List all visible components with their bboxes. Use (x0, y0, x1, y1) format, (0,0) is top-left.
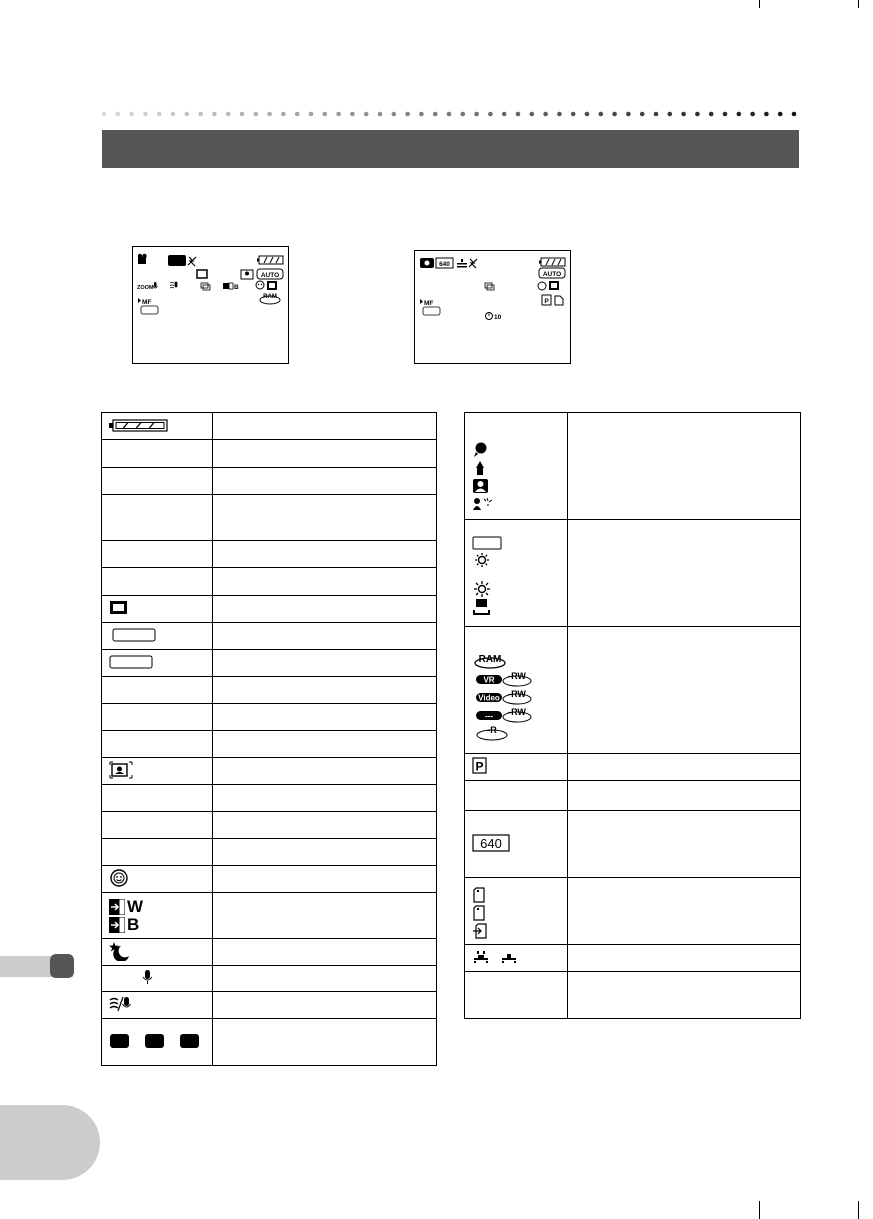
flash-off-icon (188, 257, 196, 266)
dotted-rule (100, 108, 800, 120)
still-camera-icon (420, 258, 434, 268)
photo-mode-screen (414, 250, 571, 364)
crop-mark-top-center (759, 0, 760, 8)
video-camera-icon (138, 254, 147, 264)
table-row (465, 811, 801, 878)
scene-low-light-icon (472, 495, 567, 513)
resolution-label: 640 (439, 261, 450, 268)
rule-dot (516, 112, 521, 117)
table-row (465, 781, 801, 811)
stabilizer-icon (201, 283, 210, 290)
recording-mode-icons (109, 1033, 201, 1049)
table-row (465, 627, 801, 754)
rule-dot (792, 112, 797, 117)
wide-mode-icon (109, 600, 129, 616)
rule-dot (226, 112, 231, 117)
table-row (102, 966, 437, 992)
rule-dot (309, 112, 314, 117)
table-row (102, 413, 437, 440)
white-balance-b-icon (109, 916, 212, 934)
scene-portrait-icon (549, 281, 559, 290)
section-heading-bar (102, 130, 799, 168)
rule-dot (240, 112, 245, 117)
white-balance-b-label: B (127, 914, 140, 934)
table-row (102, 839, 437, 866)
rule-dot (626, 112, 631, 117)
resolution-badge (472, 833, 512, 853)
rule-dot (323, 112, 328, 117)
disc-video-label: Video (478, 693, 500, 703)
disc-r-label: -R (487, 725, 497, 735)
table-row (465, 520, 801, 627)
rounded-box-icon (109, 654, 157, 670)
program-label: P (544, 298, 549, 305)
rule-dot (157, 112, 162, 117)
rule-dot (557, 112, 562, 117)
recording-mode-box (168, 255, 186, 266)
table-row (102, 731, 437, 758)
disc-rw-label: -RW (508, 707, 526, 717)
svg-text:RAM: RAM (263, 294, 277, 300)
quality-icon (457, 259, 467, 268)
rule-dot (116, 112, 121, 117)
disc-dash-label: --- (485, 711, 493, 721)
rule-dot (723, 112, 728, 117)
table-row (102, 623, 437, 650)
battery-icon (109, 417, 169, 433)
rule-dot (198, 112, 203, 117)
ram-disc-icon (260, 294, 280, 304)
rule-dot (336, 112, 341, 117)
wide-mode-icon (197, 270, 207, 278)
section-tab-marker (50, 954, 74, 978)
self-timer-icon (486, 313, 493, 320)
focus-box (141, 306, 158, 314)
disc-r-icon (472, 724, 567, 742)
table-row (102, 758, 437, 785)
table-row (102, 495, 437, 541)
focus-box (423, 307, 440, 315)
table-row (102, 893, 437, 939)
white-balance-b-icon (223, 283, 239, 291)
rule-dot (392, 112, 397, 117)
table-row (102, 1019, 437, 1066)
mic-icon (153, 282, 158, 288)
scene-sports-icon (472, 441, 567, 459)
rule-dot (143, 112, 148, 117)
mic-icon (109, 969, 159, 985)
left-indicator-table (101, 412, 437, 1066)
crop-mark-bottom-center (759, 1201, 760, 1219)
rule-dot (488, 112, 493, 117)
table-row (102, 650, 437, 677)
rule-dot (709, 112, 714, 117)
rule-dot (502, 112, 507, 117)
right-indicator-table (464, 412, 801, 1019)
rule-dot (543, 112, 548, 117)
white-balance-w-icon (109, 898, 212, 916)
auto-label: AUTO (260, 272, 280, 279)
rule-dot (681, 112, 686, 117)
quality-icons (472, 950, 532, 964)
program-label: P (475, 759, 484, 773)
disc-vr-label: VR (483, 675, 495, 685)
table-row (102, 596, 437, 623)
table-row (102, 440, 437, 468)
table-row (465, 945, 801, 972)
indoor-light-icon (472, 552, 567, 570)
battery-icon (539, 258, 565, 266)
rule-dot (612, 112, 617, 117)
rule-dot (378, 112, 383, 117)
rule-dot (461, 112, 466, 117)
scene-portrait-icon (267, 281, 277, 290)
table-row (102, 812, 437, 839)
scene-spotlight-icon (472, 459, 567, 477)
face-icon (256, 281, 264, 289)
svg-text:B: B (234, 284, 239, 291)
table-row (102, 785, 437, 812)
rule-dot (750, 112, 755, 117)
rule-dot (599, 112, 604, 117)
table-row (102, 992, 437, 1019)
night-mode-icon (161, 282, 168, 290)
rule-dot (474, 112, 479, 117)
disc-blank-rw-icon (472, 706, 567, 724)
table-row (102, 939, 437, 966)
table-row (102, 568, 437, 596)
rule-dot (668, 112, 673, 117)
rule-dot (281, 112, 286, 117)
rule-dot (585, 112, 590, 117)
white-set-icon (472, 598, 567, 616)
table-row (465, 413, 801, 520)
mf-label: MF (142, 299, 152, 306)
rule-dot (185, 112, 190, 117)
card-write-icon (472, 922, 567, 940)
table-row (465, 878, 801, 945)
page-corner-tab (0, 1105, 100, 1180)
video-mode-screen (132, 246, 289, 364)
rule-dot (764, 112, 769, 117)
disc-ram-icon (472, 652, 567, 670)
rule-dot (530, 112, 535, 117)
scene-portrait-icon (472, 477, 567, 495)
disc-vr-rw-icon (472, 670, 567, 688)
rule-dot (433, 112, 438, 117)
face-frame-icon (109, 761, 133, 779)
table-row (102, 866, 437, 893)
rule-dot (171, 112, 176, 117)
auto-label: AUTO (542, 271, 562, 278)
rule-dot (267, 112, 272, 117)
play-triangle-icon (420, 299, 423, 304)
self-timer-label: 10 (494, 314, 502, 321)
rule-dot (364, 112, 369, 117)
rounded-box-icon (109, 627, 157, 643)
night-mode-icon (109, 941, 131, 961)
card-icon (555, 296, 563, 305)
disc-ram-label: RAM (478, 654, 502, 665)
table-row (102, 677, 437, 704)
table-row (102, 541, 437, 568)
battery-cell (102, 413, 213, 440)
rule-dot (102, 112, 107, 117)
card-icon (472, 904, 567, 922)
rule-dot (212, 112, 217, 117)
program-icon (472, 757, 488, 775)
mf-label: MF (424, 300, 434, 307)
zoom-mic-label: ZOOM (137, 285, 154, 291)
table-row (102, 468, 437, 495)
flash-off-icon (469, 259, 477, 268)
face-frame-icon (241, 270, 253, 279)
rule-dot (350, 112, 355, 117)
wind-cut-icon (109, 995, 133, 1013)
wind-cut-icon (170, 282, 177, 288)
rule-dot (778, 112, 783, 117)
table-row (102, 704, 437, 731)
disc-rw-label: -RW (508, 671, 526, 681)
rule-dot (447, 112, 452, 117)
rule-dot (129, 112, 134, 117)
sunny-icon (472, 580, 567, 598)
awb-box-icon (472, 534, 567, 552)
disc-rw-label: -RW (508, 689, 526, 699)
smile-face-icon (109, 868, 131, 888)
rule-dot (640, 112, 645, 117)
disc-video-rw-icon (472, 688, 567, 706)
battery-icon (257, 256, 283, 264)
play-triangle-icon (138, 298, 141, 303)
rule-dot (419, 112, 424, 117)
resolution-label: 640 (480, 835, 502, 851)
crop-mark-bottom-right (858, 1201, 859, 1219)
rule-dot (571, 112, 576, 117)
rule-dot (695, 112, 700, 117)
card-icon (472, 886, 567, 904)
stabilizer-icon (485, 283, 494, 290)
crop-mark-top-right (858, 0, 859, 8)
white-balance-w-label: W (127, 896, 144, 916)
table-row (465, 972, 801, 1019)
rule-dot (295, 112, 300, 117)
rule-dot (254, 112, 259, 117)
table-row (465, 754, 801, 781)
face-icon (538, 282, 546, 290)
rule-dot (654, 112, 659, 117)
rule-dot (737, 112, 742, 117)
rule-dot (405, 112, 410, 117)
